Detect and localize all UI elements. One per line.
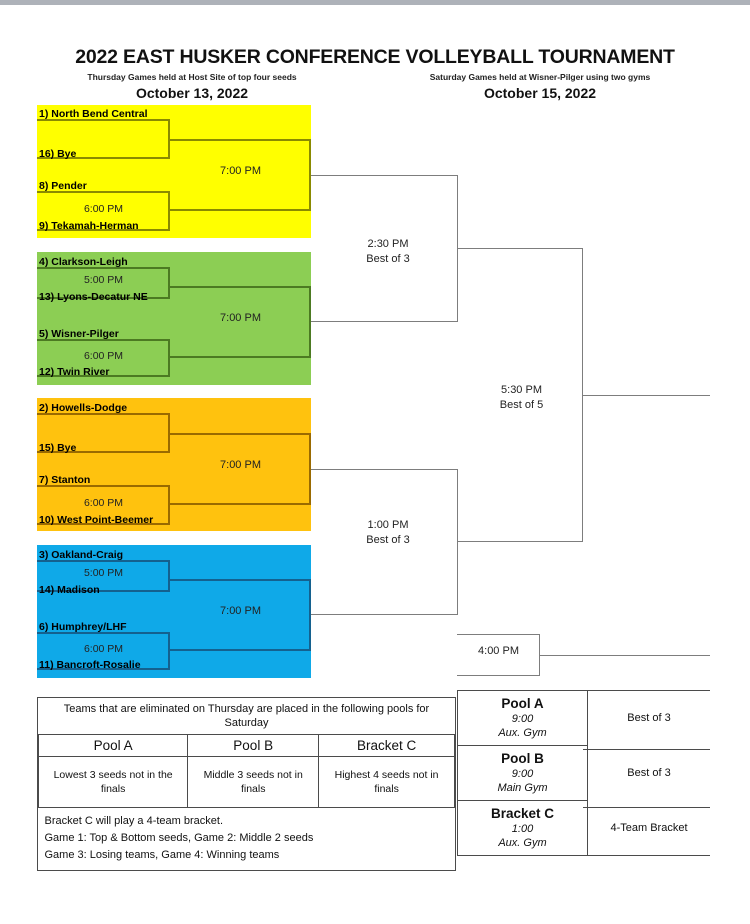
team-seed-10: 10) West Point-Beemer [39,514,154,526]
pool-desc-c: Highest 4 seeds not in finals [319,757,455,808]
round2-time: 7:00 PM [220,459,261,471]
schedule-cell-pool-b [458,746,588,801]
final-time: 5:30 PM [501,384,542,396]
thursday-venue-note: Thursday Games held at Host Site of top four seeds [87,72,297,82]
pools-note: Teams that are eliminated on Thursday are placed in the following pools for Saturday [39,698,455,735]
team-seed-11: 11) Bancroft-Rosalie [39,659,141,671]
champion-line [583,395,710,396]
final-format: Best of 5 [499,399,544,411]
schedule-format-bracket-c: 4-Team Bracket [588,801,711,856]
semifinal-bottom-format: Best of 3 [366,534,410,546]
consolation-time: 4:00 PM [478,645,519,657]
semifinal-top-time: 2:30 PM [367,238,409,250]
pool-desc-a: Lowest 3 seeds not in the finals [39,757,188,808]
match-time: 6:00 PM [83,203,124,215]
team-seed-8: 8) Pender [39,180,87,192]
team-seed-13: 13) Lyons-Decatur NE [39,291,148,303]
match-time: 6:00 PM [83,643,124,655]
schedule-format-pool-b: Best of 3 [588,746,711,801]
schedule-gym: Aux. Gym [498,727,547,739]
bracket-c-rule-2: Game 1: Top & Bottom seeds, Game 2: Middle 2 seeds [44,832,314,844]
pool-header-a: Pool A [39,735,188,757]
semifinal-top-label [318,237,458,267]
team-seed-5: 5) Wisner-Pilger [39,328,119,340]
match-time: 6:00 PM [83,350,124,362]
pools-table [37,697,456,871]
schedule-time: 1:00 [511,823,534,835]
schedule-cell-pool-a [458,691,588,746]
semifinal-top-format: Best of 3 [366,253,410,265]
round2-time: 7:00 PM [220,605,261,617]
schedule-format-pool-a: Best of 3 [588,691,711,746]
schedule-cell-bracket-c [458,801,588,856]
schedule-divider [583,749,710,750]
match-time: 5:00 PM [83,567,124,579]
consolation-out-line [540,655,710,656]
final-label [460,383,583,413]
round2-time: 7:00 PM [220,312,261,324]
pool-desc-b: Middle 3 seeds not in finals [188,757,319,808]
team-seed-3: 3) Oakland-Craig [39,549,124,561]
pool-header-c: Bracket C [319,735,455,757]
bracket-c-rules [39,808,455,871]
team-seed-14: 14) Madison [39,584,100,596]
bracket-c-rule-3: Game 3: Losing teams, Game 4: Winning teams [44,849,280,861]
team-seed-9: 9) Tekamah-Herman [39,220,139,232]
team-seed-12: 12) Twin River [39,366,110,378]
semifinal-bottom-time: 1:00 PM [367,519,409,531]
schedule-gym: Main Gym [497,782,548,794]
team-seed-2: 2) Howells-Dodge [39,402,128,414]
schedule-time: 9:00 [511,768,534,780]
match-time: 5:00 PM [83,274,124,286]
table-row [458,746,711,801]
bracket-c-rule-1: Bracket C will play a 4-team bracket. [44,815,224,827]
team-seed-6: 6) Humphrey/LHF [39,621,127,633]
team-seed-1: 1) North Bend Central [39,108,148,120]
table-row [458,801,711,856]
semifinal-bottom-label [318,518,458,548]
team-seed-16: 16) Bye [39,148,77,160]
saturday-venue-note: Saturday Games held at Wisner-Pilger using two gyms [429,72,651,82]
page-top-strip [0,0,750,5]
schedule-name: Pool B [501,751,544,766]
saturday-schedule-table [457,690,710,856]
team-seed-15: 15) Bye [39,442,77,454]
schedule-time: 9:00 [511,713,534,725]
thursday-date: October 13, 2022 [135,85,249,101]
schedule-gym: Aux. Gym [498,837,547,849]
schedule-name: Pool A [501,696,544,711]
team-seed-7: 7) Stanton [39,474,91,486]
page-title: 2022 EAST HUSKER CONFERENCE VOLLEYBALL TOURNAMENT [75,46,675,68]
team-seed-4: 4) Clarkson-Leigh [39,256,128,268]
schedule-divider [583,807,710,808]
saturday-date: October 15, 2022 [483,85,597,101]
pool-header-b: Pool B [188,735,319,757]
table-row [458,691,711,746]
match-time: 6:00 PM [83,497,124,509]
schedule-name: Bracket C [490,806,555,821]
round2-time: 7:00 PM [220,165,261,177]
